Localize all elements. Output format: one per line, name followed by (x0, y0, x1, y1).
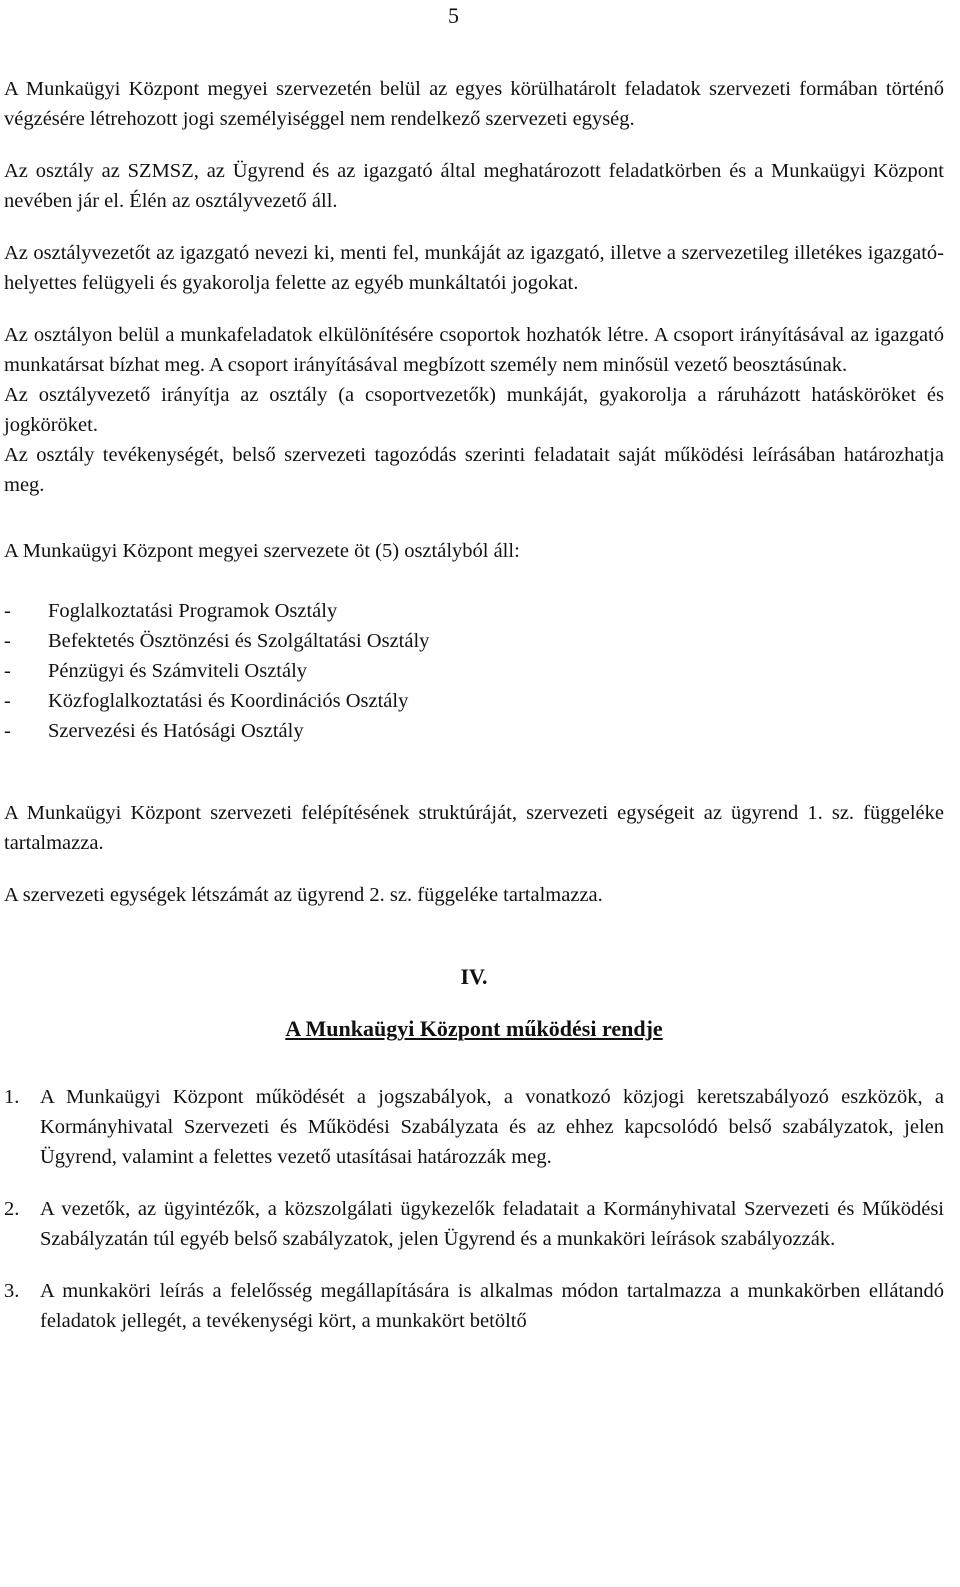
list-item (4, 596, 944, 626)
paragraph-headcount: A szervezeti egységek létszámát az ügyrend 2. sz. függeléke tartalmazza. (4, 884, 603, 906)
department-list (4, 596, 944, 746)
paragraph-activity: Az osztály tevékenységét, belső szervezeti tagozódás szerinti feladatait saját működési leírásában határozhatja meg. (4, 444, 944, 496)
item-number: 2. (4, 1198, 20, 1220)
paragraph-departments-intro: A Munkaügyi Központ megyei szervezete öt (5) osztályból áll: (4, 540, 520, 562)
document-body (4, 74, 944, 1358)
list-item-label: Szervezési és Hatósági Osztály (48, 720, 304, 742)
numbered-item (4, 1276, 944, 1336)
paragraph-groups: Az osztályon belül a munkafeladatok elkülönítésére csoportok hozhatók létre. A csoport irányításával az igazgató munkatársat bízhat meg. A csoport irányításával megbízott személy nem minősül vezető beosztásúnak. (4, 324, 944, 376)
paragraph-head-appointment: Az osztályvezetőt az igazgató nevezi ki, menti fel, munkáját az igazgató, illetve a szervezetileg illetékes igazgató-helyettes felügyeli és gyakorolja felette az egyéb munkáltatói jogokat. (4, 242, 944, 294)
numbered-item (4, 1194, 944, 1254)
paragraph-unit-definition: A Munkaügyi Központ megyei szervezetén belül az egyes körülhatárolt feladatok szervezeti formában történő végzésére létrehozott jogi személyiséggel nem rendelkező szervezeti egység. (4, 78, 944, 130)
page-number: 5 (448, 3, 459, 28)
list-item-label: Közfoglalkoztatási és Koordinációs Osztály (48, 690, 409, 712)
list-bullet: - (4, 690, 11, 712)
paragraph-structure: A Munkaügyi Központ szervezeti felépítésének struktúráját, szervezeti egységeit az ügyrend 1. sz. függeléke tartalmazza. (4, 802, 944, 854)
list-item-label: Foglalkoztatási Programok Osztály (48, 600, 338, 622)
list-item-label: Befektetés Ösztönzési és Szolgáltatási Osztály (48, 630, 430, 652)
list-item (4, 626, 944, 656)
item-number: 3. (4, 1280, 20, 1302)
item-text: A Munkaügyi Központ működését a jogszabályok, a vonatkozó közjogi keretszabályozó eszközök, a Kormányhivatal Szervezeti és Működési Szabályzata és az ehhez kapcsolódó belső szabályzatok, jelen Ügyrend, valamint a felettes vezető utasításai határozzák meg. (40, 1086, 944, 1168)
list-bullet: - (4, 630, 11, 652)
list-item (4, 656, 944, 686)
section-number: IV. (460, 964, 488, 989)
numbered-item (4, 1082, 944, 1172)
list-item (4, 716, 944, 746)
list-item-label: Pénzügyi és Számviteli Osztály (48, 660, 308, 682)
paragraph-department-scope: Az osztály az SZMSZ, az Ügyrend és az igazgató által meghatározott feladatkörben és a Munkaügyi Központ nevében jár el. Élén az osztályvezető áll. (4, 160, 944, 212)
section-title: A Munkaügyi Központ működési rendje (285, 1016, 663, 1041)
item-text: A vezetők, az ügyintézők, a közszolgálati ügykezelők feladatait a Kormányhivatal Szervezeti és Működési Szabályzatán túl egyéb belső szabályzatok, jelen Ügyrend és a munkaköri leírások szabályozzák. (40, 1198, 944, 1250)
paragraph-head-duties: Az osztályvezető irányítja az osztály (a csoportvezetők) munkáját, gyakorolja a ráruházott hatásköröket és jogköröket. (4, 384, 944, 436)
item-number: 1. (4, 1086, 20, 1108)
list-bullet: - (4, 600, 11, 622)
item-text: A munkaköri leírás a felelősség megállapítására is alkalmas módon tartalmazza a munkakörben ellátandó feladatok jellegét, a tevékenységi kört, a munkakört betöltő (40, 1280, 944, 1332)
numbered-list (4, 1082, 944, 1336)
list-bullet: - (4, 720, 11, 742)
list-item (4, 686, 944, 716)
list-bullet: - (4, 660, 11, 682)
